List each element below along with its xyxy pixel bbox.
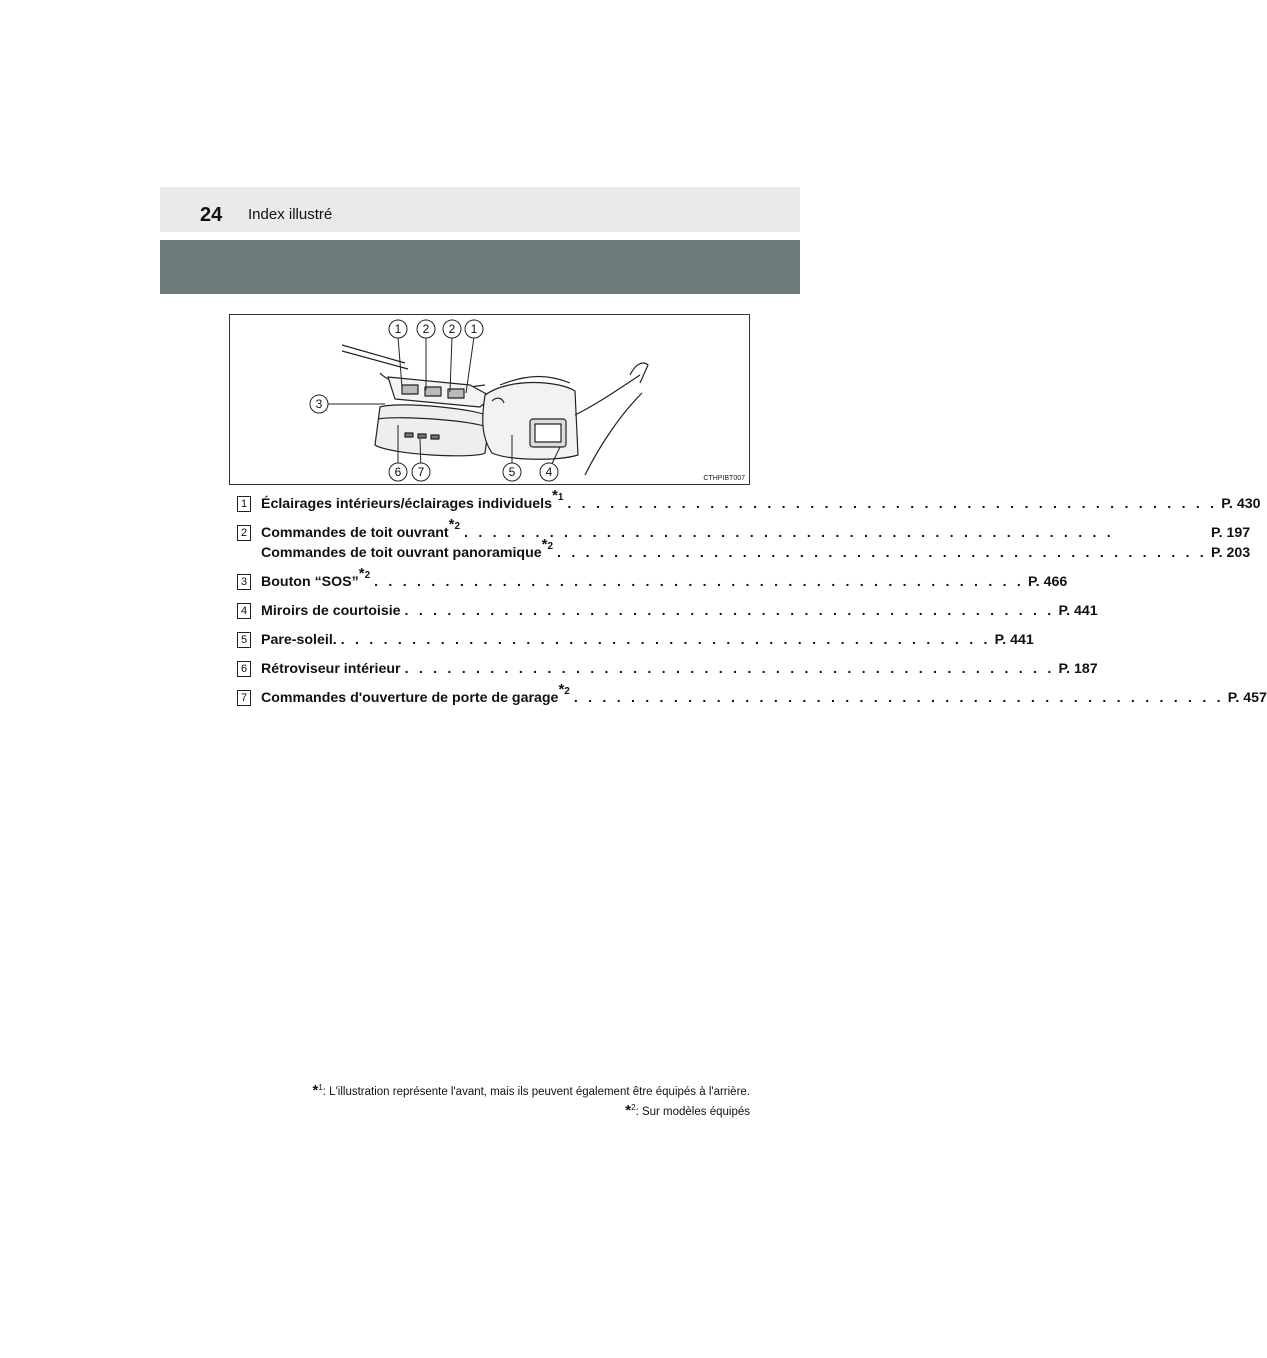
index-list xyxy=(237,487,1267,708)
page-reference: P. 197 xyxy=(1210,525,1251,541)
callout-label: 2 xyxy=(422,322,430,336)
index-line[interactable] xyxy=(261,630,1034,650)
footnote: *$^1$: L'illustration représente l'avant, mais ils peuvent également être équipés à l'arrière. xyxy=(312,1081,750,1099)
item-number: 2 xyxy=(237,525,251,541)
interior-illustration xyxy=(229,314,750,485)
page-reference: P. 441 xyxy=(994,632,1034,648)
item-label: Éclairages intérieurs/éclairages individuels xyxy=(261,496,552,512)
item-number: 1 xyxy=(237,496,251,512)
callout-label: 4 xyxy=(545,465,553,479)
item-number: 6 xyxy=(237,661,251,677)
list-item xyxy=(237,487,1261,514)
dot-leader: . . . . . . . . . . . . . . . . . . . . . . . . . . . . . . . . . . . . . . . . . . . . . . xyxy=(567,496,1218,512)
page-reference: P. 441 xyxy=(1058,603,1098,619)
callout-label: 1 xyxy=(470,322,478,336)
item-label: Commandes de toit ouvrant xyxy=(261,525,449,541)
dot-leader: . . . . . . . . . . . . . . . . . . . . . . . . . . . . . . . . . . . . . . . . . . . . . . xyxy=(464,525,1114,541)
page-reference: P. 466 xyxy=(1028,574,1068,590)
item-number: 7 xyxy=(237,690,251,706)
callout-label: 5 xyxy=(508,465,516,479)
dot-leader: . . . . . . . . . . . . . . . . . . . . . . . . . . . . . . . . . . . . . . . . . . . . . . xyxy=(374,574,1025,590)
list-item xyxy=(237,565,1068,592)
index-line[interactable]: Commandes de toit ouvrant$^{*2}$ . . . . . . . . . . . . . . . . . . . . . . . . . . . . . . . . . . . . . . . . . . . . . . P. 197 xyxy=(261,516,1251,541)
page-number: 24 xyxy=(200,204,223,226)
callout-label: 6 xyxy=(394,465,402,479)
item-number: 4 xyxy=(237,603,251,619)
item-label: Commandes de toit ouvrant panoramique xyxy=(261,545,542,561)
footnotes xyxy=(190,1080,750,1120)
list-item xyxy=(237,659,1098,679)
index-line[interactable] xyxy=(261,659,1098,679)
callout-label: 3 xyxy=(315,397,323,411)
footnote: *$^2$: Sur modèles équipés xyxy=(625,1101,750,1119)
dot-leader: . . . . . . . . . . . . . . . . . . . . . . . . . . . . . . . . . . . . . . . . . . . . . . xyxy=(557,545,1207,561)
item-number: 3 xyxy=(237,574,251,590)
index-line[interactable] xyxy=(261,601,1098,621)
callout-label: 1 xyxy=(394,322,402,336)
page-reference: P. 203 xyxy=(1210,545,1251,561)
item-label: Miroirs de courtoisie xyxy=(261,603,401,619)
page-reference: P. 430 xyxy=(1221,496,1261,512)
callout-label: 7 xyxy=(417,465,425,479)
list-item xyxy=(237,516,1251,563)
figure-code: CTHPIBT007 xyxy=(703,475,745,482)
list-item xyxy=(237,601,1098,621)
item-label: Commandes d'ouverture de porte de garage xyxy=(261,690,559,706)
page-reference: P. 187 xyxy=(1058,661,1098,677)
index-line[interactable]: Éclairages intérieurs/éclairages individuels$^{*1}$ . . . . . . . . . . . . . . . . . . . . . . . . . . . . . . . . . . . . . . . . . . . . . . P. 430 xyxy=(261,487,1261,512)
item-label: Pare-soleil. xyxy=(261,632,337,648)
page-reference: P. 457 xyxy=(1227,690,1267,706)
section-banner xyxy=(160,240,800,294)
dot-leader: . . . . . . . . . . . . . . . . . . . . . . . . . . . . . . . . . . . . . . . . . . . . . . xyxy=(573,690,1224,706)
section-title: Index illustré xyxy=(248,206,333,223)
dot-leader: . . . . . . . . . . . . . . . . . . . . . . . . . . . . . . . . . . . . . . . . . . . . . . xyxy=(404,603,1055,619)
item-label: Bouton “SOS” xyxy=(261,574,359,590)
index-line[interactable]: Commandes d'ouverture de porte de garage$^{*2}$ . . . . . . . . . . . . . . . . . . . . . . . . . . . . . . . . . . . . . . . . . . . . . . P. 457 xyxy=(261,681,1267,706)
index-line[interactable]: Commandes de toit ouvrant panoramique$^{*2}$ . . . . . . . . . . . . . . . . . . . . . . . . . . . . . . . . . . . . . . . . . . . . . . P. 203 xyxy=(261,536,1251,561)
index-line[interactable]: Bouton “SOS”$^{*2}$ . . . . . . . . . . . . . . . . . . . . . . . . . . . . . . . . . . . . . . . . . . . . . . P. 466 xyxy=(261,565,1068,590)
item-number: 5 xyxy=(237,632,251,648)
dot-leader: . . . . . . . . . . . . . . . . . . . . . . . . . . . . . . . . . . . . . . . . . . . . . . xyxy=(340,632,991,648)
dot-leader: . . . . . . . . . . . . . . . . . . . . . . . . . . . . . . . . . . . . . . . . . . . . . . xyxy=(404,661,1055,677)
list-item xyxy=(237,630,1034,650)
item-label: Rétroviseur intérieur xyxy=(261,661,401,677)
callout-label: 2 xyxy=(448,322,456,336)
illustration-drawing xyxy=(230,315,751,486)
list-item xyxy=(237,681,1267,708)
